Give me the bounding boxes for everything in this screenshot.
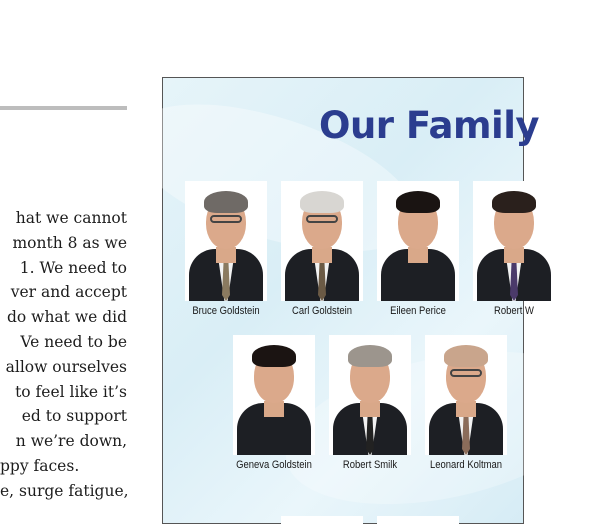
family-advertisement bbox=[162, 77, 540, 524]
article-line: n we’re down, bbox=[15, 432, 127, 451]
portrait-hair bbox=[204, 191, 248, 213]
ad-title: Our Family bbox=[319, 104, 540, 147]
section-divider bbox=[0, 106, 127, 110]
portrait-hair bbox=[348, 345, 392, 367]
photo-frame-edge bbox=[377, 516, 459, 526]
article-line: 1. We need to bbox=[19, 258, 127, 277]
article-line: e, surge fatigue, bbox=[0, 481, 129, 500]
portrait-photo bbox=[185, 181, 267, 301]
person-name: Geneva Goldstein bbox=[236, 459, 312, 471]
portrait-neck bbox=[408, 247, 428, 263]
glasses-icon bbox=[210, 215, 242, 223]
glasses-icon bbox=[306, 215, 338, 223]
portrait-photo bbox=[473, 181, 555, 301]
photo-frame-edge bbox=[281, 516, 363, 526]
portrait-neck bbox=[360, 401, 380, 417]
person-name: Robert W bbox=[494, 305, 534, 317]
portrait-neck bbox=[456, 401, 476, 417]
article-line: to feel like it’s bbox=[15, 382, 127, 401]
glasses-icon bbox=[450, 369, 482, 377]
portrait-hair bbox=[300, 191, 344, 213]
article-line: ed to support bbox=[21, 407, 127, 426]
portrait-hair bbox=[252, 345, 296, 367]
portrait-hair bbox=[444, 345, 488, 367]
person-name: Leonard Koltman bbox=[429, 459, 503, 471]
article-column bbox=[0, 206, 127, 504]
portrait-photo bbox=[281, 181, 363, 301]
person-name: Bruce Goldstein bbox=[192, 305, 260, 317]
article-line: Ve need to be bbox=[20, 332, 127, 351]
portrait-hair bbox=[396, 191, 440, 213]
article-line: do what we did bbox=[7, 308, 127, 327]
portrait-neck bbox=[216, 247, 236, 263]
portrait-neck bbox=[264, 401, 284, 417]
portrait-hair bbox=[492, 191, 536, 213]
person-name: Carl Goldstein bbox=[292, 305, 352, 317]
portrait-photo bbox=[329, 335, 411, 455]
article-line: allow ourselves bbox=[5, 357, 127, 376]
article-line: ppy faces. bbox=[0, 456, 80, 475]
person-name: Eileen Perice bbox=[390, 305, 446, 317]
portrait-neck bbox=[504, 247, 524, 263]
portrait-photo bbox=[425, 335, 507, 455]
portrait-photo bbox=[377, 181, 459, 301]
portrait-neck bbox=[312, 247, 332, 263]
portrait-photo bbox=[233, 335, 315, 455]
article-line: hat we cannot bbox=[15, 209, 127, 227]
article-line: month 8 as we bbox=[12, 233, 127, 252]
person-name: Robert Smilk bbox=[342, 459, 398, 471]
article-line: ver and accept bbox=[10, 283, 127, 302]
